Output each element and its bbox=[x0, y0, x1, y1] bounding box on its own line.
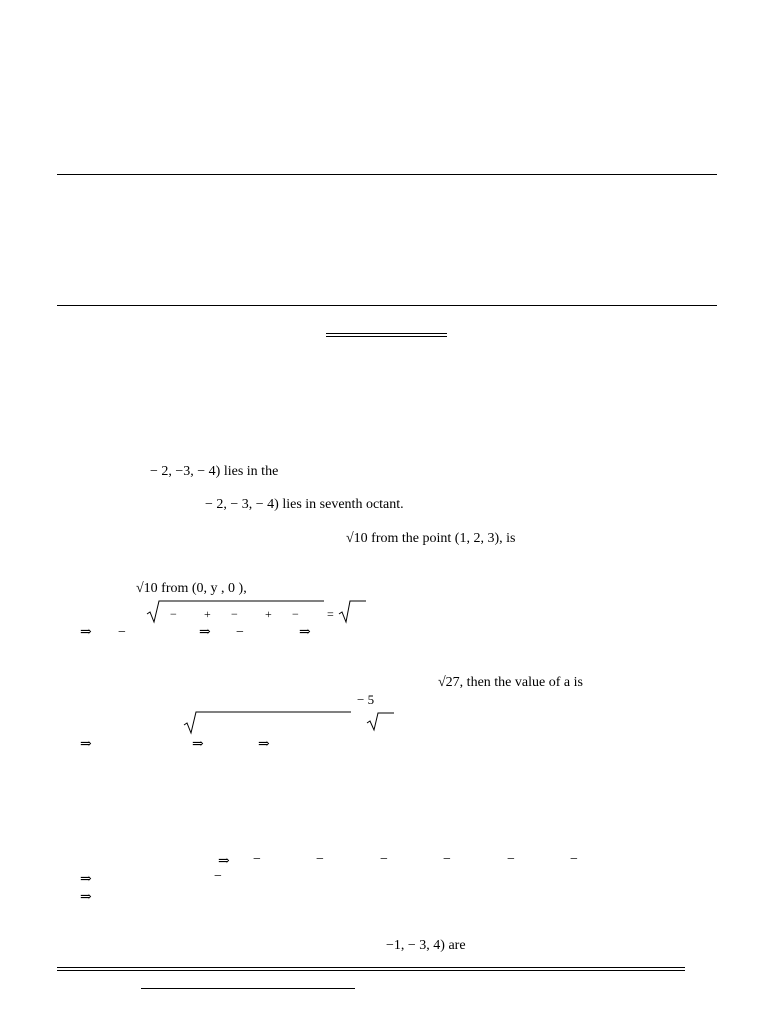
implies-symbol: ⇒ bbox=[218, 854, 230, 869]
eq1-plus-1: + bbox=[204, 607, 211, 621]
implies-symbol: ⇒ bbox=[192, 737, 204, 752]
sqrt-symbol-2 bbox=[338, 600, 368, 624]
question-1-text: − 2, −3, − 4) lies in the bbox=[150, 464, 279, 479]
implies-symbol: ⇒ bbox=[199, 625, 211, 640]
sqrt-symbol-3 bbox=[183, 711, 353, 735]
eq1-equals: = bbox=[327, 607, 334, 621]
minus-symbol: − bbox=[236, 625, 244, 640]
minus-symbol: − bbox=[253, 852, 261, 867]
sqrt-symbol-4 bbox=[366, 712, 396, 732]
implies-symbol: ⇒ bbox=[80, 872, 92, 887]
footer-rule-2 bbox=[57, 970, 685, 971]
eq1-minus-1: − bbox=[170, 607, 177, 621]
minus-symbol: − bbox=[316, 852, 324, 867]
header-rule-bottom bbox=[57, 305, 717, 306]
minus-symbol: − bbox=[214, 869, 222, 884]
question-4-text: −1, − 3, 4) are bbox=[386, 938, 466, 953]
implies-symbol: ⇒ bbox=[258, 737, 270, 752]
implies-symbol: ⇒ bbox=[80, 737, 92, 752]
implies-symbol: ⇒ bbox=[80, 625, 92, 640]
minus-symbol: − bbox=[118, 625, 126, 640]
eq1-minus-3: − bbox=[292, 607, 299, 621]
minus-symbol: − bbox=[507, 852, 515, 867]
footer-underline bbox=[141, 988, 355, 989]
implies-symbol: ⇒ bbox=[80, 890, 92, 905]
minus-symbol: − bbox=[380, 852, 388, 867]
eq1-plus-2: + bbox=[265, 607, 272, 621]
minus-symbol: − bbox=[570, 852, 578, 867]
minus-five-label: − 5 bbox=[357, 692, 375, 707]
minus-symbol: − bbox=[443, 852, 451, 867]
title-underline-1 bbox=[326, 333, 447, 334]
header-rule-top bbox=[57, 174, 717, 175]
answer-2-text: √10 from (0, y , 0 ), bbox=[136, 581, 247, 596]
answer-1-text: − 2, − 3, − 4) lies in seventh octant. bbox=[205, 497, 404, 512]
footer-rule-1 bbox=[57, 967, 685, 968]
title-underline-2 bbox=[326, 336, 447, 337]
implies-symbol: ⇒ bbox=[299, 625, 311, 640]
question-3-text: √27, then the value of a is bbox=[438, 675, 583, 690]
eq1-minus-2: − bbox=[231, 607, 238, 621]
question-2-text: √10 from the point (1, 2, 3), is bbox=[346, 531, 516, 546]
